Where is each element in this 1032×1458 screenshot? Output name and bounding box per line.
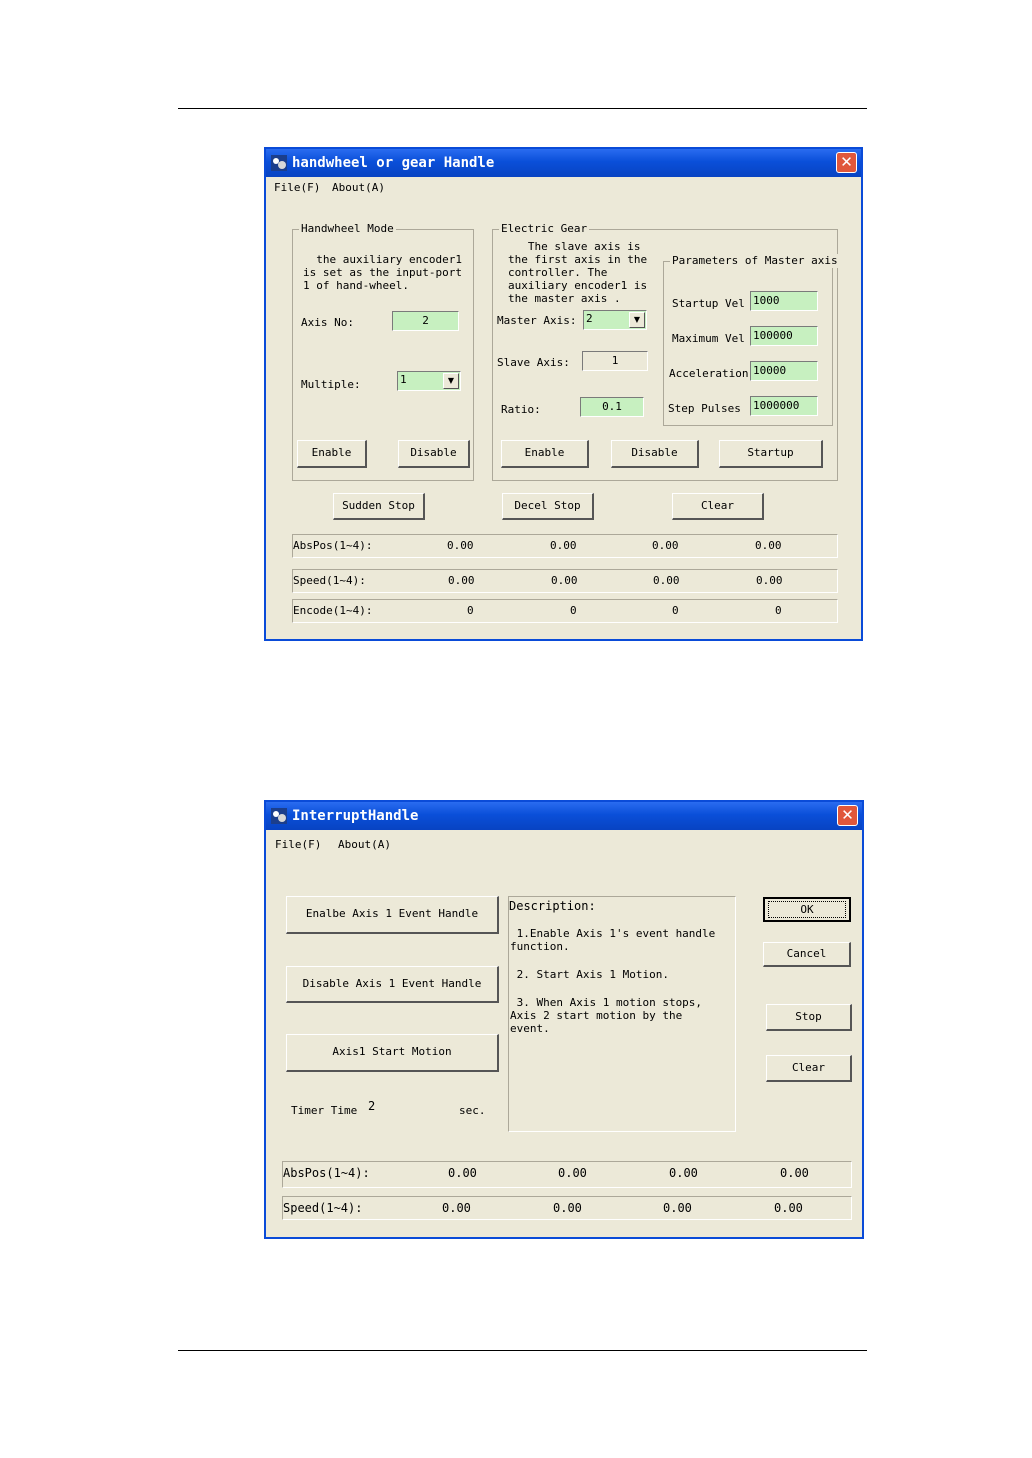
speed-value-1: 0.00	[448, 574, 475, 587]
stop-button[interactable]: Stop	[766, 1004, 852, 1031]
interrupt-handle-window	[264, 800, 864, 1239]
description-title: Description:	[509, 899, 596, 913]
speed-label: Speed(1~4):	[293, 574, 366, 587]
encode-value-1: 0	[467, 604, 474, 617]
master-axis-value: 2	[586, 312, 593, 325]
speed-value-2: 0.00	[553, 1201, 582, 1215]
acceleration-field[interactable]: 10000	[750, 361, 818, 381]
timer-value[interactable]: 2	[368, 1099, 376, 1113]
sudden-stop-button[interactable]: Sudden Stop	[333, 493, 425, 520]
decel-stop-button[interactable]: Decel Stop	[502, 493, 594, 520]
timer-label: Timer Time	[291, 1104, 358, 1117]
ok-label: OK	[768, 901, 846, 918]
description-step-1: 1.Enable Axis 1's event handle function.	[510, 927, 716, 953]
speed-value-3: 0.00	[663, 1201, 692, 1215]
gear-disable-button[interactable]: Disable	[611, 440, 699, 468]
electric-gear-group	[492, 222, 838, 481]
slave-axis-label: Slave Axis:	[497, 356, 570, 369]
handwheel-description: the auxiliary encoder1 is set as the input-port 1 of hand-wheel.	[303, 253, 462, 292]
abspos-row	[292, 534, 838, 558]
ok-button[interactable]	[763, 897, 851, 922]
abspos-value-1: 0.00	[447, 539, 474, 552]
speed-value-2: 0.00	[551, 574, 578, 587]
maximum-vel-field[interactable]: 100000	[750, 326, 818, 346]
encode-value-4: 0	[775, 604, 782, 617]
speed-value-1: 0.00	[442, 1201, 471, 1215]
menu-bar	[266, 834, 862, 856]
abspos-value-2: 0.00	[558, 1166, 587, 1180]
maximum-vel-label: Maximum Vel	[672, 332, 745, 345]
slave-axis-field[interactable]: 1	[582, 351, 648, 371]
abspos-value-3: 0.00	[669, 1166, 698, 1180]
start-motion-button[interactable]: Axis1 Start Motion	[286, 1034, 499, 1072]
master-params-label: Parameters of Master axis	[672, 254, 838, 267]
cancel-button[interactable]: Cancel	[763, 942, 851, 967]
acceleration-label: Acceleration	[669, 367, 749, 380]
menu-file[interactable]: File(F)	[275, 838, 322, 851]
gear-enable-button[interactable]: Enable	[501, 440, 589, 468]
encode-row	[292, 599, 838, 623]
speed-row	[282, 1196, 852, 1220]
menu-bar	[266, 177, 861, 199]
speed-value-4: 0.00	[774, 1201, 803, 1215]
ratio-label: Ratio:	[501, 403, 541, 416]
timer-unit: sec.	[459, 1104, 486, 1117]
speed-row	[292, 569, 838, 593]
close-icon[interactable]: ✕	[837, 805, 858, 826]
clear-button[interactable]: Clear	[672, 493, 764, 520]
multiple-select[interactable]	[397, 371, 461, 391]
encode-value-3: 0	[672, 604, 679, 617]
startup-vel-field[interactable]: 1000	[750, 291, 818, 311]
handwheel-gear-window	[264, 147, 863, 641]
gear-description: The slave axis is the first axis in the controller. The auxiliary encoder1 is the master axis .	[508, 240, 648, 305]
abspos-value-1: 0.00	[448, 1166, 477, 1180]
chevron-down-icon[interactable]: ▼	[443, 373, 459, 389]
encode-label: Encode(1~4):	[293, 604, 373, 617]
clear-button[interactable]: Clear	[766, 1055, 852, 1082]
master-params-group	[663, 254, 838, 426]
axis-no-label: Axis No:	[301, 316, 354, 329]
page-header-rule	[178, 108, 867, 109]
speed-label: Speed(1~4):	[283, 1201, 363, 1215]
step-pulses-field[interactable]: 1000000	[750, 396, 818, 416]
window-title: handwheel or gear Handle	[292, 155, 495, 171]
ratio-field[interactable]: 0.1	[580, 397, 644, 417]
page-footer-rule	[178, 1350, 867, 1351]
abspos-value-3: 0.00	[652, 539, 679, 552]
title-bar[interactable]	[266, 149, 861, 177]
abspos-value-4: 0.00	[780, 1166, 809, 1180]
enable-event-button[interactable]: Enalbe Axis 1 Event Handle	[286, 896, 499, 934]
encode-value-2: 0	[570, 604, 577, 617]
close-icon[interactable]: ✕	[836, 152, 857, 173]
app-icon	[270, 807, 288, 825]
app-icon	[270, 154, 288, 172]
axis-no-field[interactable]: 2	[392, 311, 459, 331]
startup-vel-label: Startup Vel	[672, 297, 745, 310]
handwheel-mode-label: Handwheel Mode	[301, 222, 394, 235]
abspos-value-2: 0.00	[550, 539, 577, 552]
description-panel	[508, 896, 736, 1132]
master-axis-select[interactable]	[583, 310, 647, 330]
master-axis-label: Master Axis:	[497, 314, 577, 327]
menu-about[interactable]: About(A)	[338, 838, 391, 851]
speed-value-3: 0.00	[653, 574, 680, 587]
description-step-3: 3. When Axis 1 motion stops, Axis 2 start motion by the event.	[510, 996, 703, 1035]
disable-event-button[interactable]: Disable Axis 1 Event Handle	[286, 966, 499, 1003]
electric-gear-label: Electric Gear	[501, 222, 588, 235]
abspos-label: AbsPos(1~4):	[283, 1166, 370, 1180]
handwheel-enable-button[interactable]: Enable	[297, 440, 367, 468]
multiple-value: 1	[400, 373, 407, 386]
multiple-label: Multiple:	[301, 378, 361, 391]
abspos-label: AbsPos(1~4):	[293, 539, 373, 552]
abspos-row	[282, 1161, 852, 1188]
menu-file[interactable]: File(F)	[274, 181, 321, 194]
handwheel-mode-group	[292, 222, 474, 481]
chevron-down-icon[interactable]: ▼	[629, 312, 645, 328]
handwheel-disable-button[interactable]: Disable	[398, 440, 470, 468]
description-step-2: 2. Start Axis 1 Motion.	[510, 968, 669, 981]
title-bar[interactable]	[266, 802, 862, 830]
menu-about[interactable]: About(A)	[332, 181, 385, 194]
gear-startup-button[interactable]: Startup	[719, 440, 823, 468]
abspos-value-4: 0.00	[755, 539, 782, 552]
speed-value-4: 0.00	[756, 574, 783, 587]
step-pulses-label: Step Pulses	[668, 402, 741, 415]
window-title: InterruptHandle	[292, 808, 419, 824]
